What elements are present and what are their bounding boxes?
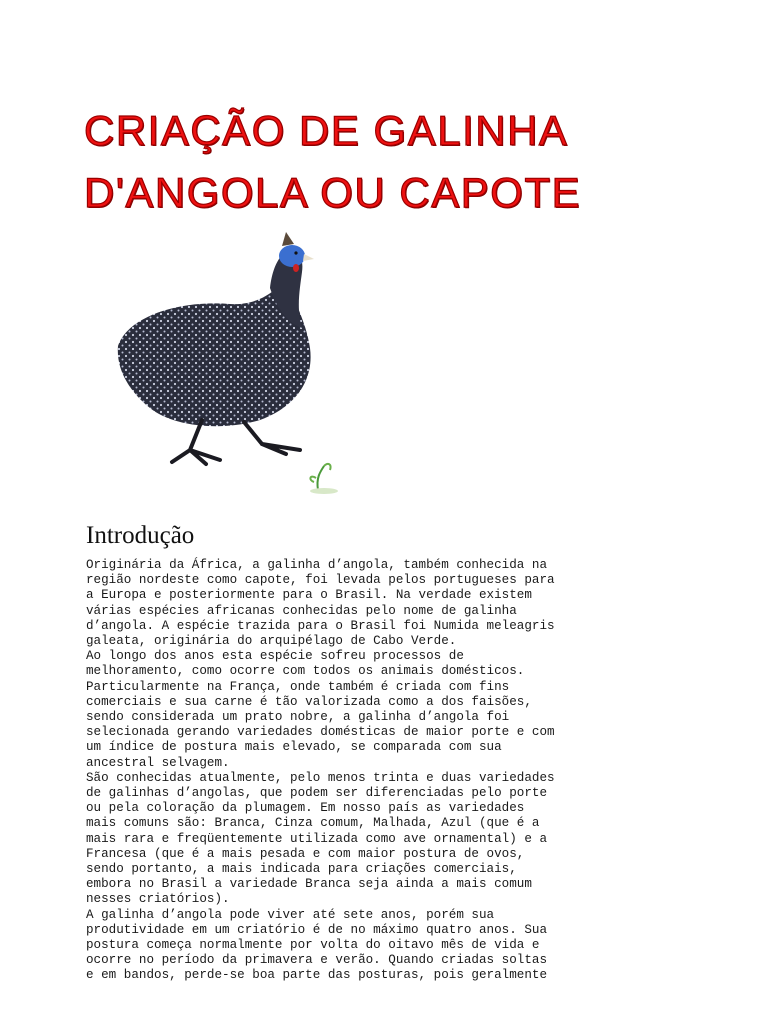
body-line: d’angola. A espécie trazida para o Brasil foi Numida meleagris [86, 618, 555, 633]
body-line: ocorre no período da primavera e verão. Quando criadas soltas [86, 953, 548, 968]
body-line: produtividade em um criatório é de no máximo quatro anos. Sua [86, 922, 548, 937]
bird-head [279, 245, 305, 267]
body-line: mais comuns são: Branca, Cinza comum, Malhada, Azul (que é a [86, 816, 540, 831]
body-line: ou pela coloração da plumagem. Em nosso país as variedades [86, 801, 525, 816]
guinea-fowl-illustration [110, 228, 360, 498]
body-line: melhoramento, como ocorre com todos os animais domésticos. [86, 664, 525, 679]
body-line: Francesa (que é a mais pesada e com maior postura de ovos, [86, 846, 525, 861]
body-line: de galinhas d’angolas, que podem ser diferenciadas pelo porte [86, 786, 548, 801]
bird-eye [294, 251, 297, 254]
body-line: mais rara e freqüentemente utilizada como ave ornamental) e a [86, 831, 548, 846]
body-line: nesses criatórios). [86, 892, 230, 907]
body-line: Ao longo dos anos esta espécie sofreu processos de [86, 649, 464, 664]
plant-sprig [310, 464, 338, 494]
body-line: a Europa e posteriormente para o Brasil. Na verdade existem [86, 588, 532, 603]
bird-wattle [293, 264, 299, 272]
bird-leg-left [172, 420, 220, 464]
body-line: selecionada gerando variedades domésticas de maior porte e com [86, 725, 555, 740]
body-line: um índice de postura mais elevado, se comparada com sua [86, 740, 502, 755]
title-line-1: CRIAÇÃO DE GALINHA [84, 107, 569, 154]
body-line: Originária da África, a galinha d’angola, também conhecida na [86, 558, 548, 572]
document-title [84, 100, 684, 224]
body-line: São conhecidas atualmente, pelo menos trinta e duas variedades [86, 770, 555, 785]
bird-casque [282, 232, 294, 246]
body-line: postura começa normalmente por volta do oitavo mês de vida e [86, 938, 540, 953]
body-line: várias espécies africanas conhecidas pelo nome de galinha [86, 603, 517, 618]
body-line: e em bandos, perde-se boa parte das posturas, pois geralmente [86, 968, 548, 983]
body-line: Particularmente na França, onde também é criada com fins [86, 679, 510, 694]
title-line-2: D'ANGOLA OU CAPOTE [84, 169, 582, 216]
body-line: sendo portanto, a mais indicada para criações comerciais, [86, 862, 517, 877]
bird-leg-right [244, 422, 300, 454]
body-line: região nordeste como capote, foi levada pelos portugueses para [86, 573, 555, 588]
bird-beak [303, 254, 314, 261]
body-line: comerciais e sua carne é tão valorizada como a dos faisões, [86, 694, 532, 709]
body-line: A galinha d’angola pode viver até sete anos, porém sua [86, 907, 495, 922]
body-line: galeata, originária do arquipélago de Cabo Verde. [86, 634, 457, 649]
body-line: embora no Brasil a variedade Branca seja ainda a mais comum [86, 877, 532, 892]
body-line: ancestral selvagem. [86, 755, 230, 770]
section-heading: Introdução [86, 522, 195, 549]
body-line: sendo considerada um prato nobre, a galinha d’angola foi [86, 710, 510, 725]
body-text [86, 558, 626, 984]
